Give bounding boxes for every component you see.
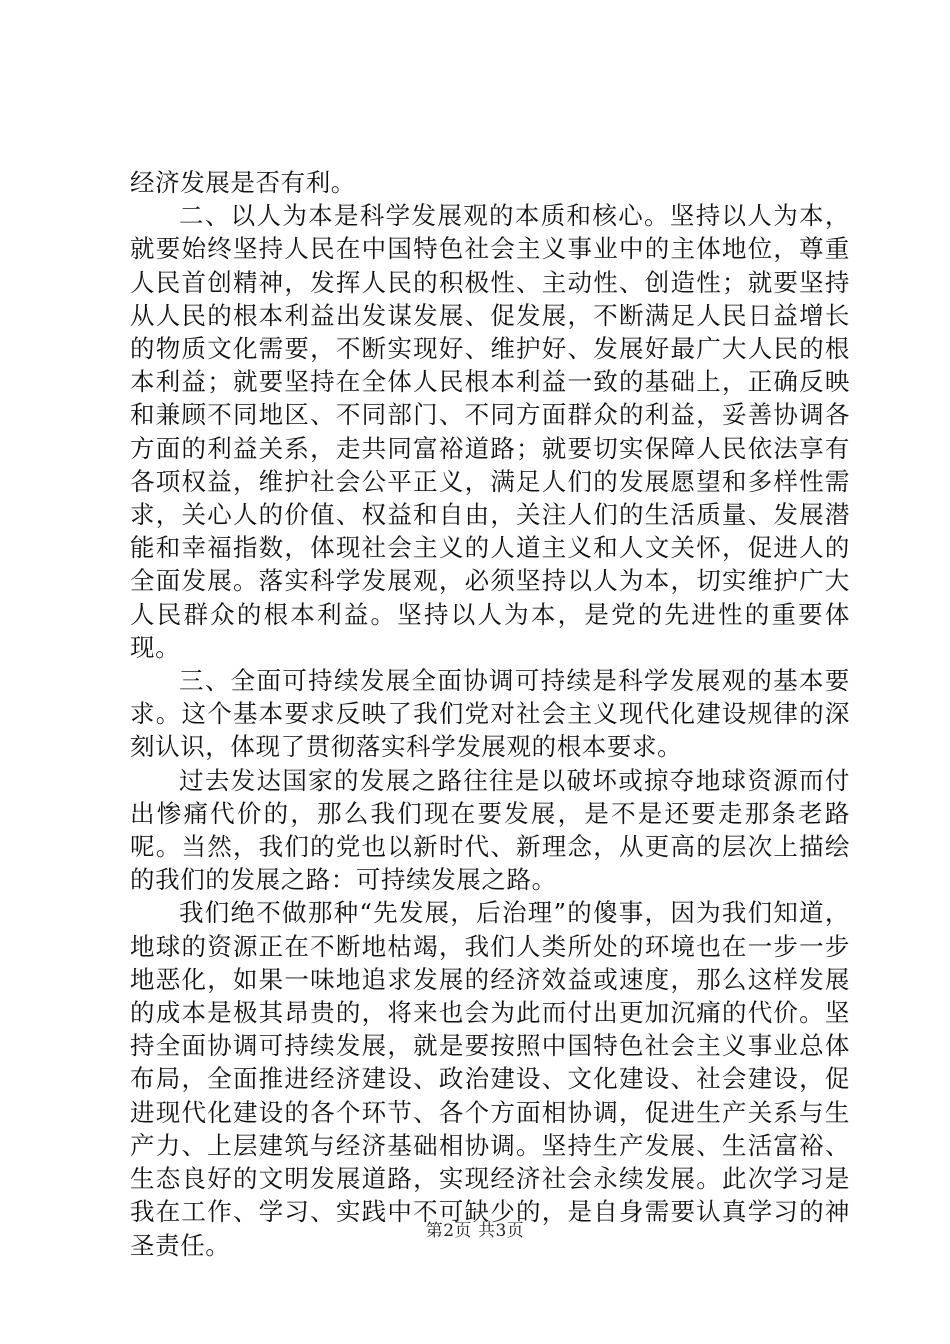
paragraph-5: 我们绝不做那种“先发展，后治理”的傻事，因为我们知道，地球的资源正在不断地枯竭，我们人类所处的环境也在一步一步地恶化，如果一味地追求发展的经济效益或速度，那么这样发展的成本是极其昂贵的，将来也会为此而付出更加沉痛的代价。坚持全面协调可持续发展，就是要按照中国特色社会主义事业总体布局，全面推进经济建设、政治建设、文化建设、社会建设，促进现代化建设的各个环节、各个方面相协调，促进生产关系与生产力、上层建筑与经济基础相协调。坚持生产发展、生活富裕、生态良好的文明发展道路，实现经济社会永续发展。此次学习是我在工作、学习、实践中不可缺少的，是自身需要认真学习的神圣责任。: [130, 898, 850, 1260]
paragraph-3: 三、全面可持续发展全面协调可持续是科学发展观的基本要求。这个基本要求反映了我们党对社会主义现代化建设规律的深刻认识，体现了贯彻落实科学发展观的根本要求。: [130, 666, 850, 762]
paragraph-2: 二、以人为本是科学发展观的本质和核心。坚持以人为本，就要始终坚持人民在中国特色社会主义事业中的主体地位，尊重人民首创精神，发挥人民的积极性、主动性、创造性；就要坚持从人民的根本利益出发谋发展、促发展，不断满足人民日益增长的物质文化需要，不断实现好、维护好、发展好最广大人民的根本利益；就要坚持在全体人民根本利益一致的基础上，正确反映和兼顾不同地区、不同部门、不同方面群众的利益，妥善协调各方面的利益关系，走共同富裕道路；就要切实保障人民依法享有各项权益，维护社会公平正义，满足人们的发展愿望和多样性需求，关心人的价值、权益和自由，关注人们的生活质量、发展潜能和幸福指数，体现社会主义的人道主义和人文关怀，促进人的全面发展。落实科学发展观，必须坚持以人为本，切实维护广大人民群众的根本利益。坚持以人为本，是党的先进性的重要体现。: [130, 201, 850, 662]
paragraph-1: 经济发展是否有利。: [130, 168, 356, 197]
document-body: [130, 166, 850, 1262]
page-footer: 第2页 共3页: [425, 1221, 525, 1241]
paragraph-4: 过去发达国家的发展之路往往是以破坏或掠夺地球资源而付出惨痛代价的，那么我们现在要发展，是不是还要走那条老路呢。当然，我们的党也以新时代、新理念，从更高的层次上描绘的我们的发展之路：可持续发展之路。: [130, 765, 850, 895]
